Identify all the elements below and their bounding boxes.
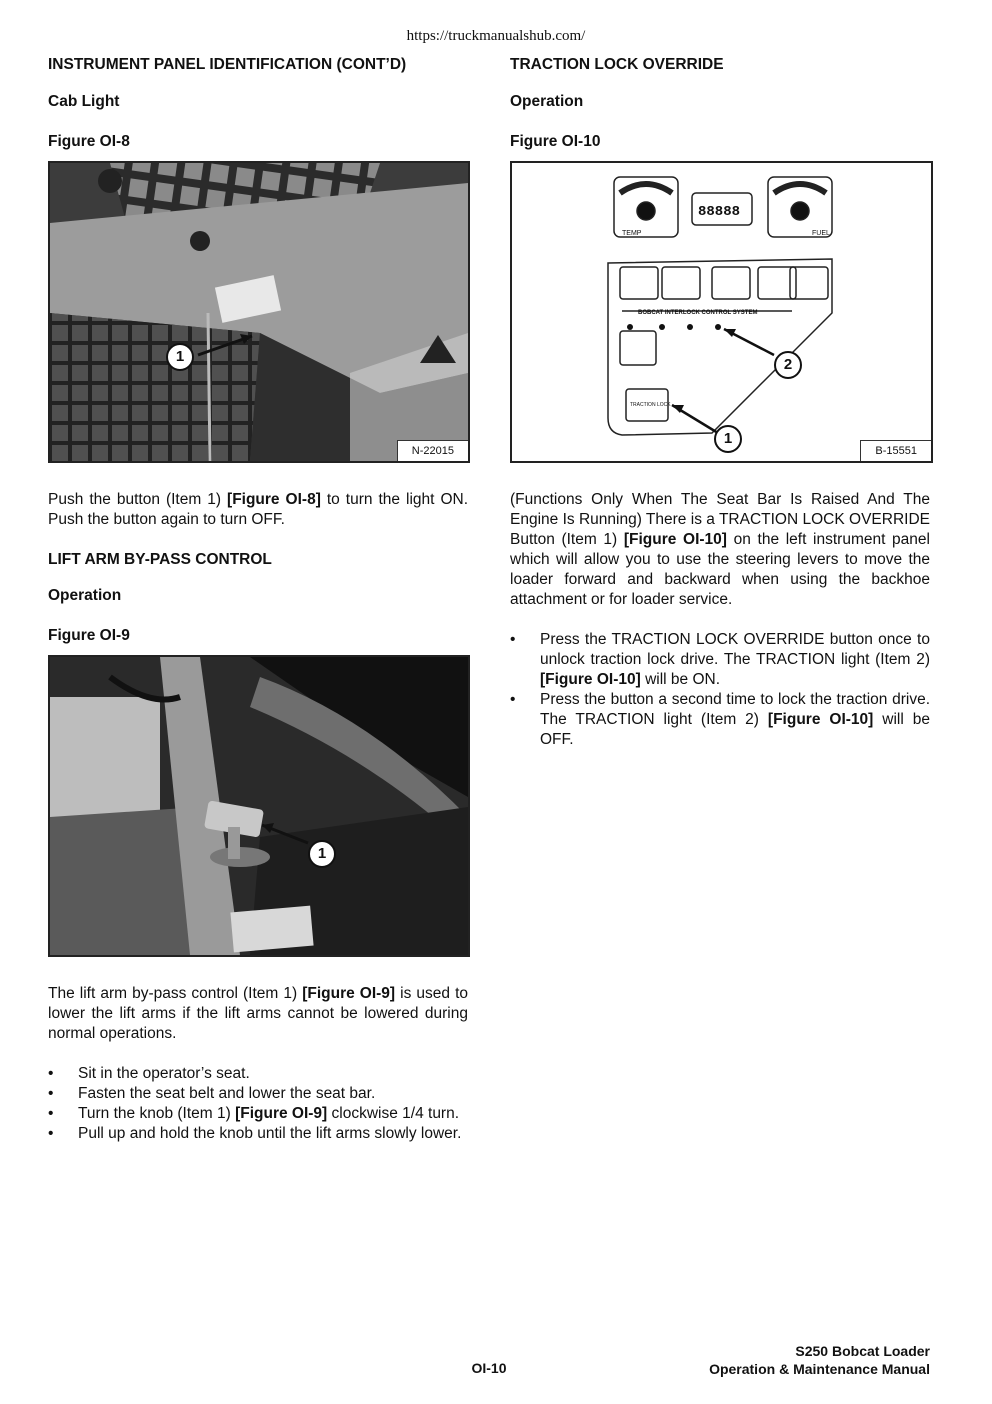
list-item: • Fasten the seat belt and lower the seat bar. — [48, 1085, 376, 1102]
hour-meter-display: 88888 — [698, 204, 741, 220]
list-item: • Pull up and hold the knob until the lift arms slowly lower. — [48, 1125, 462, 1142]
instrument-panel-diagram — [512, 163, 931, 461]
traction-operation-heading: Operation — [510, 93, 584, 110]
figure-oi-8-code: N-22015 — [397, 440, 468, 461]
manual-title — [709, 1342, 930, 1378]
traction-lock-steps — [510, 630, 930, 750]
figure-oi-9-photo — [48, 655, 470, 957]
list-item: • Press the TRACTION LOCK OVERRIDE button once to unlock traction lock drive. The TRACTION light (Item 2) [Figure OI-10] will be ON. — [510, 631, 930, 688]
source-url: https://truckmanualshub.com/ — [406, 28, 586, 44]
figure-oi-10-code: B-15551 — [860, 440, 931, 461]
section-title: INSTRUMENT PANEL IDENTIFICATION (CONT’D) — [48, 56, 407, 73]
figure-oi-10-diagram — [510, 161, 933, 463]
lift-arm-heading: LIFT ARM BY-PASS CONTROL — [48, 551, 272, 568]
lift-arm-photo-illustration — [50, 657, 468, 955]
cab-light-body: Push the button (Item 1) [Figure OI-8] to turn the light ON. Push the button again to turn OFF. — [48, 491, 468, 528]
lift-arm-operation-heading: Operation — [48, 587, 122, 604]
list-item: • Turn the knob (Item 1) [Figure OI-9] clockwise 1/4 turn. — [48, 1105, 460, 1122]
fuel-label: FUEL — [812, 230, 830, 237]
list-item: • Sit in the operator’s seat. — [48, 1065, 250, 1082]
figure-oi-9-callout-1: 1 — [308, 840, 336, 868]
figure-oi-8-label: Figure OI-8 — [48, 133, 130, 150]
right-column — [510, 55, 930, 750]
page-number: OI-10 — [471, 1360, 507, 1376]
traction-lock-title: TRACTION LOCK OVERRIDE — [510, 56, 724, 73]
list-item: • Press the button a second time to lock the traction drive. The TRACTION light (Item 2) [Figure OI-10] will be OFF. — [510, 691, 930, 748]
figure-oi-10-label: Figure OI-10 — [510, 133, 601, 150]
traction-lock-button-label: TRACTION LOCK — [630, 402, 671, 408]
figure-oi-10-callout-1: 1 — [714, 425, 742, 453]
interlock-system-label: BOBCAT INTERLOCK CONTROL SYSTEM — [638, 310, 758, 316]
cab-light-heading: Cab Light — [48, 93, 120, 110]
figure-oi-8-photo — [48, 161, 470, 463]
figure-oi-10-callout-2: 2 — [774, 351, 802, 379]
figure-oi-8-callout-1: 1 — [166, 343, 194, 371]
lift-arm-steps — [48, 1064, 468, 1144]
manual-title-line-1: S250 Bobcat Loader — [795, 1343, 930, 1359]
manual-title-line-2: Operation & Maintenance Manual — [709, 1361, 930, 1377]
figure-oi-9-label: Figure OI-9 — [48, 627, 130, 644]
traction-lock-body: (Functions Only When The Seat Bar Is Raised And The Engine Is Running) There is a TRACTION LOCK OVERRIDE Button (Item 1) [Figure OI-10] on the left instrument panel which will allow you to use the steering levers to move the loader forward and backward when using the backhoe attachment or for loader service. — [510, 491, 930, 608]
left-column — [48, 55, 468, 1144]
lift-arm-body: The lift arm by-pass control (Item 1) [Figure OI-9] is used to lower the lift arms if the lift arms cannot be lowered during normal operations. — [48, 985, 468, 1042]
temp-label: TEMP — [622, 230, 642, 237]
cab-light-photo-illustration — [50, 163, 468, 461]
